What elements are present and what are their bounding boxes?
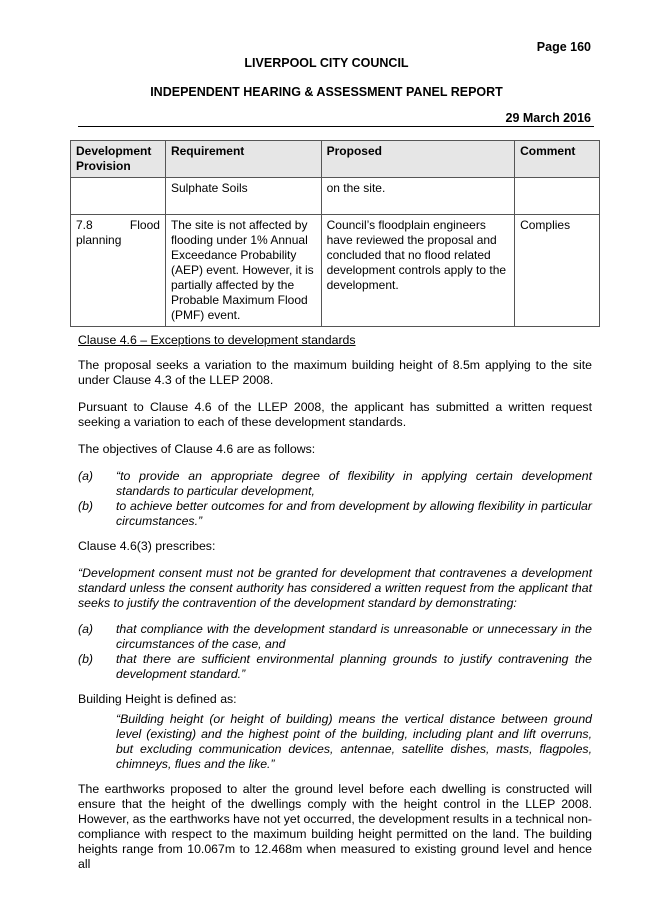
table-cell: Complies bbox=[515, 215, 600, 327]
provision-text: planning bbox=[76, 233, 122, 247]
paragraph: The earthworks proposed to alter the ground level before each dwelling is constructed will ensure that the height of the dwellings comply with the height control in the LLEP 2008. However, as the earthworks have not yet occurred, the development results in a technical non-compliance with respect to the maximum building height permitted on the land. The building heights range from 10.067m to 12.468m when measured to existing ground level and hence all bbox=[78, 782, 593, 871]
table-cell: Council’s floodplain engineers have reviewed the proposal and concluded that no flood related development controls apply to the development. bbox=[321, 215, 514, 327]
table-cell: on the site. bbox=[321, 178, 514, 215]
column-header: Requirement bbox=[165, 141, 321, 178]
council-name: LIVERPOOL CITY COUNCIL bbox=[244, 56, 409, 70]
table-cell bbox=[515, 178, 600, 215]
header-divider bbox=[78, 126, 594, 127]
paragraph: The objectives of Clause 4.6 are as follows: bbox=[78, 442, 316, 456]
paragraph: Building Height is defined as: bbox=[78, 692, 237, 706]
list-item: (b) to achieve better outcomes for and from development by allowing flexibility in particular circumstances.” bbox=[78, 499, 592, 528]
table-cell bbox=[71, 215, 166, 327]
table-cell: The site is not affected by flooding under 1% Annual Exceedance Probability (AEP) event. However, it is partially affected by the Probable Maximum Flood (PMF) event. bbox=[165, 215, 321, 327]
paragraph: The proposal seeks a variation to the maximum building height of 8.5m applying to the site under Clause 4.3 of the LLEP 2008. bbox=[78, 358, 592, 387]
list-item: (a) that compliance with the development standard is unreasonable or unnecessary in the circumstances of the case, and bbox=[78, 622, 592, 651]
provisions-table bbox=[70, 140, 600, 327]
column-header: Proposed bbox=[321, 141, 514, 178]
clause-heading: Clause 4.6 – Exceptions to development standards bbox=[78, 333, 356, 347]
report-date: 29 March 2016 bbox=[505, 111, 591, 125]
list-item: (a) “to provide an appropriate degree of flexibility in applying certain development standards to particular development, bbox=[78, 469, 592, 498]
table-row bbox=[71, 178, 600, 215]
report-title: INDEPENDENT HEARING & ASSESSMENT PANEL REPORT bbox=[150, 85, 503, 99]
table-row bbox=[71, 215, 600, 327]
table-cell: Sulphate Soils bbox=[165, 178, 321, 215]
table-header-row bbox=[71, 141, 600, 178]
quote-block: “Development consent must not be granted for development that contravenes a development standard unless the consent authority has considered a written request from the applicant that seeks to justify the contravention of the development standard by demonstrating: bbox=[78, 566, 592, 610]
paragraph: Clause 4.6(3) prescribes: bbox=[78, 539, 216, 553]
column-header: Comment bbox=[515, 141, 600, 178]
quote-block: “Building height (or height of building) means the vertical distance between ground level (existing) and the highest point of the building, including plant and lift overruns, but excluding communication devices, antennae, satellite dishes, masts, flagpoles, chimneys, flues and the like.” bbox=[116, 712, 592, 771]
provision-number: 7.8 bbox=[76, 218, 93, 232]
provision-word: Flood bbox=[129, 218, 160, 232]
column-header: Development Provision bbox=[71, 141, 166, 178]
list-item: (b) that there are sufficient environmental planning grounds to justify contravening the development standard.” bbox=[78, 652, 592, 681]
prescribes-list bbox=[78, 622, 592, 682]
page-number: Page 160 bbox=[536, 40, 591, 54]
table-cell bbox=[71, 178, 166, 215]
paragraph: Pursuant to Clause 4.6 of the LLEP 2008, the applicant has submitted a written request seeking a variation to each of these development standards. bbox=[78, 400, 592, 429]
objectives-list bbox=[78, 469, 592, 529]
